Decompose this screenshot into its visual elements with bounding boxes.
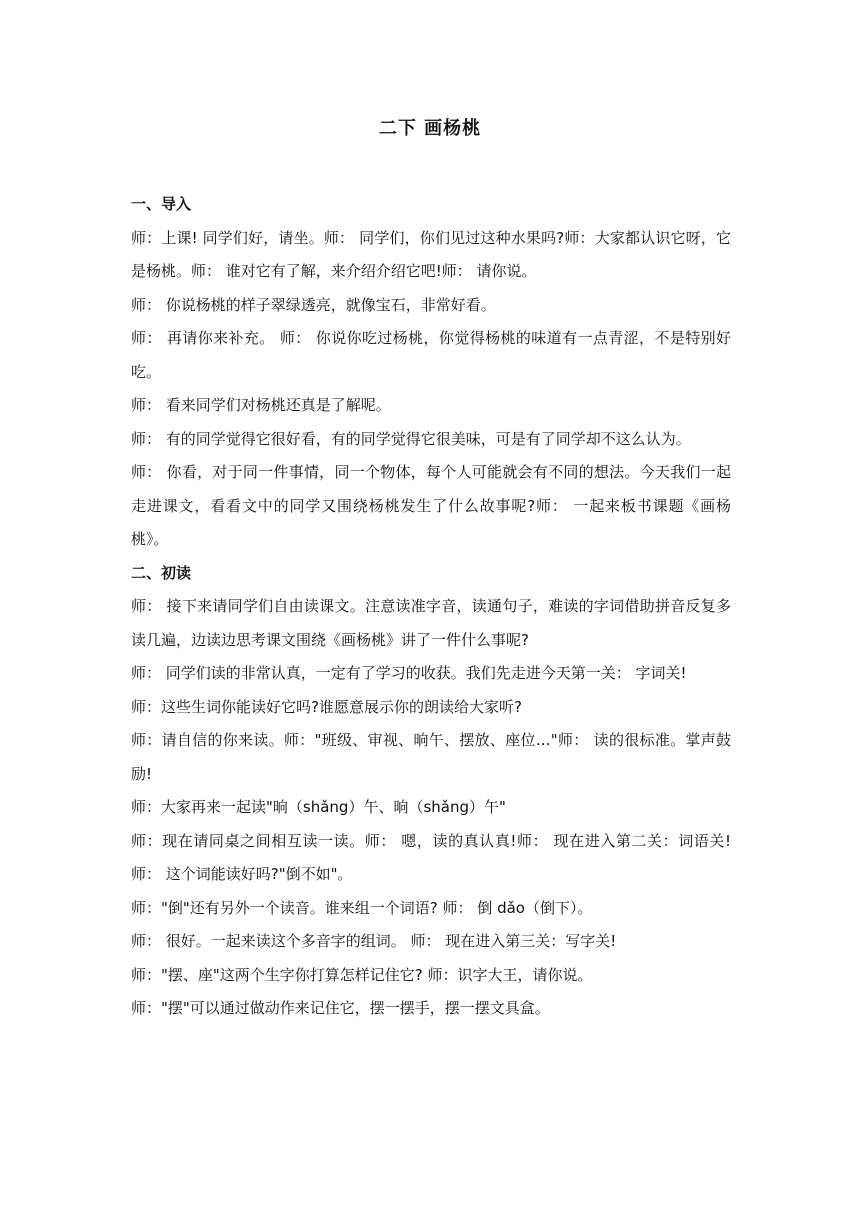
- paragraph: 师："摆"可以通过做动作来记住它，摆一摆手，摆一摆文具盒。: [131, 999, 550, 1017]
- paragraph: 师：这些生词你能读好它吗?谁愿意展示你的朗读给大家听?: [131, 697, 522, 716]
- paragraph: 师：大家再来一起读"晌（shǎng）午、晌（shǎng）午": [131, 798, 506, 816]
- page-title: 二下 画杨桃: [378, 118, 482, 139]
- document-body: [131, 188, 731, 1026]
- section-heading-first-reading: 二、初读: [131, 563, 192, 582]
- paragraph: 师：现在请同桌之间相互读一读。师： 嗯，读的真认真!师： 现在进入第二关：词语关!师： 这个词能读好吗?"倒不如"。: [131, 831, 731, 883]
- paragraph: 师： 很好。一起来读这个多音字的组词。 师： 现在进入第三关：写字关!: [131, 932, 617, 950]
- paragraph: 师： 有的同学觉得它很好看，有的同学觉得它很美味，可是有了同学却不这么认为。: [131, 429, 691, 448]
- paragraph: 师： 看来同学们对杨桃还真是了解呢。: [131, 396, 391, 414]
- paragraph: 师： 你看，对于同一件事情，同一个物体，每个人可能就会有不同的想法。今天我们一起走进课文，看看文中的同学又围绕杨桃发生了什么故事呢?师： 一起来板书课题《画杨桃》。: [131, 463, 731, 548]
- section-heading-intro: 一、导入: [131, 195, 192, 213]
- paragraph: 师： 接下来请同学们自由读课文。注意读准字音，读通句子，难读的字词借助拼音反复多读几遍，边读边思考课文围绕《画杨桃》讲了一件什么事呢?: [131, 597, 731, 649]
- paragraph: 师："倒"还有另外一个读音。谁来组一个词语? 师： 倒 dǎo（倒下）。: [131, 898, 593, 917]
- paragraph: 师： 同学们读的非常认真，一定有了学习的收获。我们先走进今天第一关： 字词关!: [131, 664, 687, 682]
- paragraph: 师： 你说杨桃的样子翠绿透亮，就像宝石，非常好看。: [131, 295, 496, 314]
- paragraph: 师："摆、座"这两个生字你打算怎样记住它? 师：识字大王，请你说。: [131, 965, 593, 984]
- paragraph: 师：请自信的你来读。师："班级、审视、晌午、摆放、座位…"师： 读的很标准。掌声鼓励!: [131, 731, 731, 783]
- paragraph: 师：上课! 同学们好，请坐。师： 同学们，你们见过这种水果吗?师：大家都认识它呀，它是杨桃。师： 谁对它有了解，来介绍介绍它吧!师： 请你说。: [131, 228, 731, 280]
- paragraph: 师： 再请你来补充。 师： 你说你吃过杨桃，你觉得杨桃的味道有一点青涩，不是特别好吃。: [131, 329, 731, 381]
